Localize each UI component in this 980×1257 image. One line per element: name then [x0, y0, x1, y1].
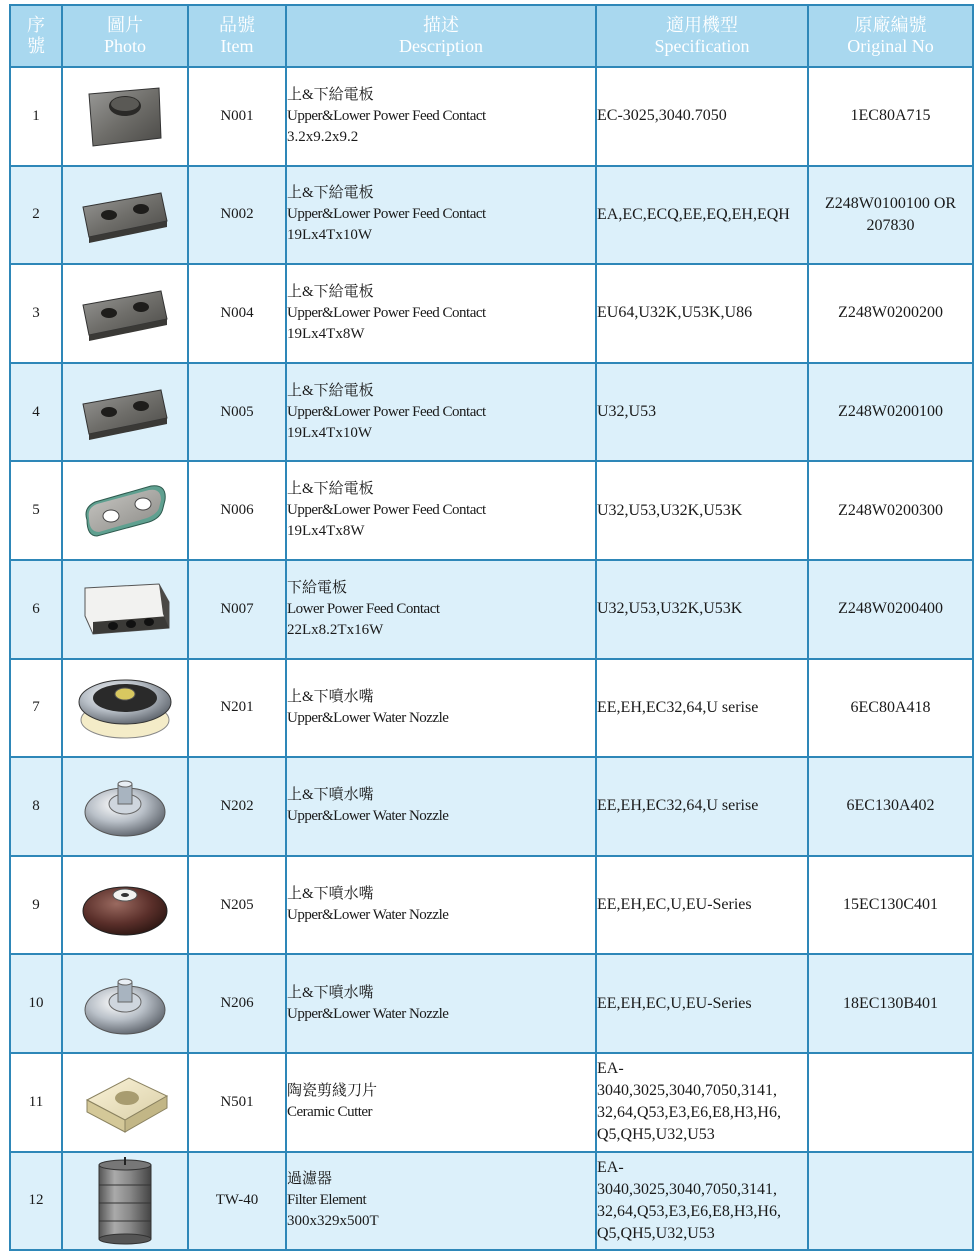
description-size: 19Lx4Tx8W	[287, 325, 365, 342]
original-number: 6EC80A418	[808, 659, 973, 758]
header-no	[10, 5, 62, 67]
item-number: N004	[188, 264, 286, 363]
row-number: 6	[10, 560, 62, 659]
table-row	[10, 954, 973, 1053]
description-size: 19Lx4Tx8W	[287, 523, 365, 540]
description-zh: 陶瓷剪綫刀片	[287, 1083, 378, 1100]
row-number: 10	[10, 954, 62, 1053]
table-row	[10, 67, 973, 166]
description-cell	[286, 67, 596, 166]
description-cell	[286, 757, 596, 856]
description-en: Lower Power Feed Contact	[287, 600, 440, 617]
chrome-water-nozzle-photo	[63, 968, 187, 1040]
description-cell	[286, 363, 596, 462]
item-number: N002	[188, 166, 286, 265]
part-photo-cell	[62, 856, 188, 955]
specification-cell: EE,EH,EC,U,EU-Series	[596, 954, 808, 1053]
description-en: Upper&Lower Water Nozzle	[287, 907, 449, 924]
specification-cell: EA,EC,ECQ,EE,EQ,EH,EQH	[596, 166, 808, 265]
specification-cell: EA- 3040,3025,3040,7050,3141, 32,64,Q53,E3,E6,E8,H3,H6, Q5,QH5,U32,U53	[596, 1053, 808, 1152]
parts-table	[9, 4, 974, 1251]
description-cell	[286, 1053, 596, 1152]
description-en: Upper&Lower Power Feed Contact	[287, 403, 486, 420]
description-en: Upper&Lower Water Nozzle	[287, 808, 449, 825]
original-number: 18EC130B401	[808, 954, 973, 1053]
header-item-zh: 品號	[219, 15, 255, 35]
description-zh: 上&下噴水嘴	[287, 886, 374, 903]
table-row	[10, 856, 973, 955]
header-specification-en: Specification	[654, 36, 750, 56]
description-en: Upper&Lower Power Feed Contact	[287, 206, 486, 223]
original-number	[808, 1053, 973, 1152]
part-photo-cell	[62, 954, 188, 1053]
three-hole-contact-block-photo	[63, 576, 187, 642]
description-zh: 上&下給電板	[287, 382, 374, 399]
dark-water-nozzle-photo	[63, 869, 187, 941]
row-number: 3	[10, 264, 62, 363]
table-row	[10, 363, 973, 462]
item-number: N005	[188, 363, 286, 462]
row-number: 1	[10, 67, 62, 166]
description-zh: 過濾器	[287, 1171, 333, 1188]
description-cell	[286, 1152, 596, 1251]
table-row	[10, 560, 973, 659]
two-hole-contact-plate-photo	[63, 185, 187, 245]
part-photo-cell	[62, 659, 188, 758]
description-en: Upper&Lower Water Nozzle	[287, 1005, 449, 1022]
description-zh: 上&下噴水嘴	[287, 787, 374, 804]
table-row	[10, 757, 973, 856]
row-number: 4	[10, 363, 62, 462]
table-row	[10, 1053, 973, 1152]
header-photo	[62, 5, 188, 67]
description-en: Upper&Lower Water Nozzle	[287, 709, 449, 726]
item-number: N206	[188, 954, 286, 1053]
header-photo-zh: 圖片	[107, 15, 143, 35]
header-item	[188, 5, 286, 67]
header-specification	[596, 5, 808, 67]
original-number: Z248W0200100	[808, 363, 973, 462]
description-en: Ceramic Cutter	[287, 1104, 373, 1121]
chrome-water-nozzle-photo	[63, 770, 187, 842]
header-description-zh: 描述	[423, 15, 459, 35]
header-original-no	[808, 5, 973, 67]
description-size: 3.2x9.2x9.2	[287, 128, 359, 145]
round-water-nozzle-photo	[63, 672, 187, 744]
row-number: 9	[10, 856, 62, 955]
header-description-en: Description	[399, 36, 483, 56]
ceramic-cutter-photo	[63, 1066, 187, 1138]
row-number: 7	[10, 659, 62, 758]
square-contact-plate-photo	[63, 80, 187, 152]
part-photo-cell	[62, 1053, 188, 1152]
row-number: 5	[10, 461, 62, 560]
header-no-label: 序 號	[27, 15, 45, 56]
description-cell	[286, 954, 596, 1053]
row-number: 8	[10, 757, 62, 856]
description-zh: 上&下給電板	[287, 185, 374, 202]
row-number: 12	[10, 1152, 62, 1251]
original-number: 6EC130A402	[808, 757, 973, 856]
original-number: 1EC80A715	[808, 67, 973, 166]
description-zh: 上&下給電板	[287, 481, 374, 498]
specification-cell: EE,EH,EC32,64,U serise	[596, 757, 808, 856]
header-item-en: Item	[220, 36, 254, 56]
part-photo-cell	[62, 1152, 188, 1251]
description-zh: 上&下噴水嘴	[287, 688, 374, 705]
description-zh: 下給電板	[287, 579, 348, 596]
original-number: Z248W0200400	[808, 560, 973, 659]
description-size: 300x329x500T	[287, 1213, 379, 1230]
part-photo-cell	[62, 560, 188, 659]
header-photo-en: Photo	[103, 36, 146, 56]
part-photo-cell	[62, 363, 188, 462]
description-cell	[286, 560, 596, 659]
row-number: 11	[10, 1053, 62, 1152]
two-hole-contact-plate-photo	[63, 382, 187, 442]
description-cell	[286, 166, 596, 265]
item-number: N001	[188, 67, 286, 166]
description-en: Filter Element	[287, 1192, 367, 1209]
table-row	[10, 1152, 973, 1251]
specification-cell: U32,U53,U32K,U53K	[596, 560, 808, 659]
table-row	[10, 264, 973, 363]
item-number: N007	[188, 560, 286, 659]
specification-cell: EA- 3040,3025,3040,7050,3141, 32,64,Q53,E3,E6,E8,H3,H6, Q5,QH5,U32,U53	[596, 1152, 808, 1251]
row-number: 2	[10, 166, 62, 265]
item-number: N201	[188, 659, 286, 758]
specification-cell: EC-3025,3040.7050	[596, 67, 808, 166]
specification-cell: EE,EH,EC,U,EU-Series	[596, 856, 808, 955]
description-en: Upper&Lower Power Feed Contact	[287, 107, 486, 124]
part-photo-cell	[62, 67, 188, 166]
original-number: Z248W0200300	[808, 461, 973, 560]
description-size: 22Lx8.2Tx16W	[287, 621, 384, 638]
specification-cell: U32,U53,U32K,U53K	[596, 461, 808, 560]
description-zh: 上&下給電板	[287, 283, 374, 300]
description-en: Upper&Lower Power Feed Contact	[287, 502, 486, 519]
description-zh: 上&下給電板	[287, 86, 374, 103]
description-cell	[286, 856, 596, 955]
header-specification-zh: 適用機型	[666, 15, 738, 35]
original-number: 15EC130C401	[808, 856, 973, 955]
description-cell	[286, 461, 596, 560]
table-row	[10, 461, 973, 560]
description-zh: 上&下噴水嘴	[287, 984, 374, 1001]
table-row	[10, 659, 973, 758]
part-photo-cell	[62, 166, 188, 265]
header-original-no-zh: 原廠編號	[854, 15, 927, 35]
filter-element-photo	[63, 1157, 187, 1245]
table-row	[10, 166, 973, 265]
description-en: Upper&Lower Power Feed Contact	[287, 304, 486, 321]
original-number: Z248W0200200	[808, 264, 973, 363]
two-hole-contact-plate-photo	[63, 283, 187, 343]
header-row	[10, 5, 973, 67]
header-description	[286, 5, 596, 67]
header-original-no-en: Original No	[847, 36, 934, 56]
original-number	[808, 1152, 973, 1251]
description-cell	[286, 659, 596, 758]
description-size: 19Lx4Tx10W	[287, 424, 372, 441]
item-number: N006	[188, 461, 286, 560]
description-cell	[286, 264, 596, 363]
description-size: 19Lx4Tx10W	[287, 227, 372, 244]
specification-cell: EU64,U32K,U53K,U86	[596, 264, 808, 363]
part-photo-cell	[62, 264, 188, 363]
original-number: Z248W0100100 OR 207830	[808, 166, 973, 265]
part-photo-cell	[62, 757, 188, 856]
green-two-hole-contact-plate-photo	[63, 478, 187, 544]
item-number: N501	[188, 1053, 286, 1152]
specification-cell: U32,U53	[596, 363, 808, 462]
specification-cell: EE,EH,EC32,64,U serise	[596, 659, 808, 758]
item-number: N205	[188, 856, 286, 955]
item-number: TW-40	[188, 1152, 286, 1251]
item-number: N202	[188, 757, 286, 856]
part-photo-cell	[62, 461, 188, 560]
